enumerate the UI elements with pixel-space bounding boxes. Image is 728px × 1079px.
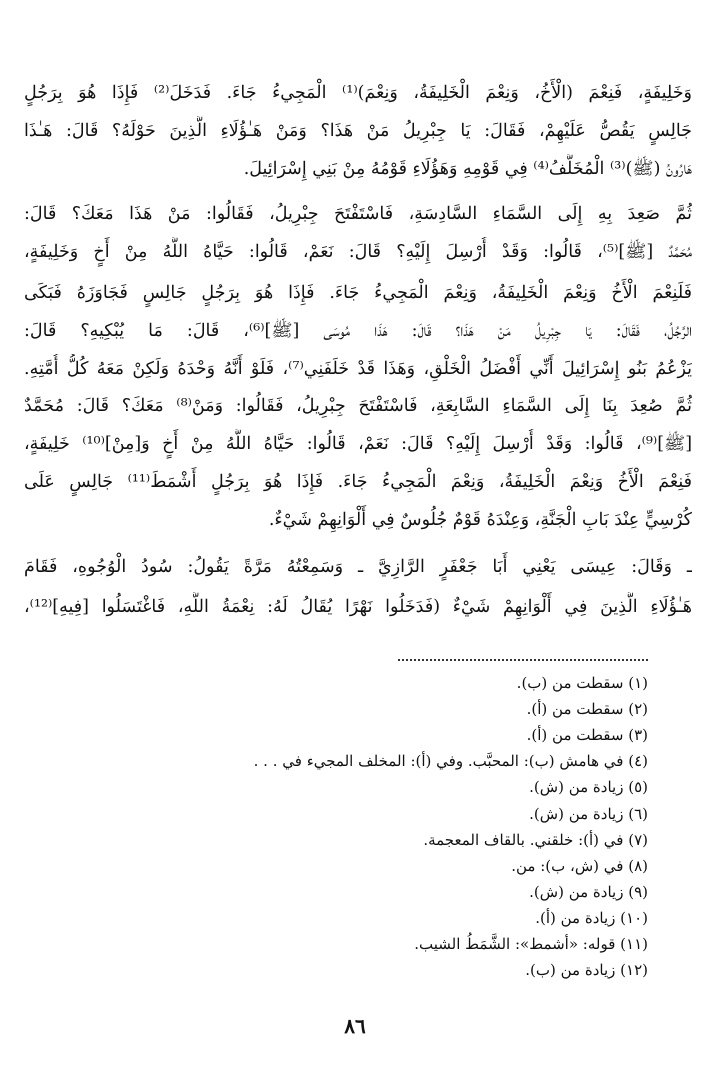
- text-line: يَزْعُمُ بَنُو إِسْرَائِيلَ أَنِّي أَفْضَلُ الْخَلْقِ، وَهَذَا قَدْ خَلَفَنِي⁽⁷⁾، فَلَوْ أَنَّهُ وَحْدَهُ وَلَكِنْ مَعَهُ كُلُّ أُمَّتِهِ.: [24, 359, 692, 379]
- footnote-item: (١١) قوله: «أشمط»: الشَّمَطُ الشيب.: [414, 935, 648, 953]
- page-number: ٨٦: [344, 1014, 366, 1038]
- footnote-item: (٦) زيادة من (ش).: [529, 805, 648, 823]
- footnote-item: (٣) سقطت من (أ).: [526, 726, 648, 744]
- text-line: ـ وَقَالَ: عِيسَى يَعْنِي أَبَا جَعْفَرٍ الرَّازِيَّ ـ وَسَمِعْتُهُ مَرَّةً يَقُولُ: سُودُ الْوُجُوهِ، فَقَامَ: [24, 557, 692, 577]
- footnote-item: (٥) زيادة من (ش).: [529, 778, 648, 796]
- footnote-item: (٢) سقطت من (أ).: [526, 700, 648, 718]
- text-line: [ﷺ]⁽⁹⁾، قَالُوا: وَقَدْ أُرْسِلَ إِلَيْهِ؟ قَالَ: نَعَمْ، قَالُوا: حَيَّاهُ اللَّهُ مِنْ أَخٍ وَ[مِنْ]⁽¹⁰⁾ خَلِيفَةٍ،: [24, 434, 692, 454]
- text-line: كُرْسِيٍّ عِنْدَ بَابِ الْجَنَّةِ، وَعِنْدَهُ قَوْمٌ جُلُوسٌ فِي أَلْوَانِهِمْ شَيْءٌ.: [268, 510, 692, 530]
- text-line: هَـٰؤُلَاءِ الَّذِينَ فِي أَلْوَانِهِمْ شَيْءٌ (فَدَخَلُوا نَهْرًا يُقَالُ لَهُ: نِعْمَةُ اللَّهِ، فَاغْتَسَلُوا [فِيهِ]⁽¹²⁾،: [24, 597, 692, 617]
- footnote-item: (١) سقطت من (ب).: [516, 674, 648, 692]
- text-line: مُحَمَّدٌ [ﷺ]⁽⁵⁾، قَالُوا: وَقَدْ أُرْسِلَ إِلَيْهِ؟ قَالَ: نَعَمْ، قَالُوا: حَيَّاهُ اللَّهُ مِنْ أَخٍ وَخَلِيفَةٍ،: [24, 242, 692, 262]
- text-line: ثُمَّ صَعِدَ بِهِ إِلَى السَّمَاءِ السَّادِسَةِ، فَاسْتَفْتَحَ جِبْرِيلُ، فَقَالُوا: مَنْ هَذَا مَعَكَ؟ قَالَ:: [24, 204, 692, 224]
- text-line: هَارُونُ (ﷺ)⁽³⁾ الْمُخَلَّفُ⁽⁴⁾ فِي قَوْمِهِ وَهَؤُلَاءِ قَوْمُهُ مِنْ بَنِي إِسْرَائِيلَ.: [243, 159, 692, 179]
- text-line: ثُمَّ صُعِدَ بِنَا إِلَى السَّمَاءِ السَّابِعَةِ، فَاسْتَفْتَحَ جِبْرِيلُ، فَقَالُوا: وَمَنْ⁽⁸⁾ مَعَكَ؟ قَالَ: مُحَمَّدٌ: [24, 396, 692, 416]
- footnote-item: (١٢) زيادة من (ب).: [525, 961, 648, 979]
- text-line: وَخَلِيفَةٍ، فَنِعْمَ (الْأَخُ، وَنِعْمَ الْخَلِيفَةُ، وَنِعْمَ)⁽¹⁾ الْمَجِيءُ جَاءَ. فَدَخَلَ⁽²⁾ فَإِذَا هُوَ بِرَجُلٍ: [24, 83, 692, 103]
- footnote-item: (١٠) زيادة من (أ).: [535, 909, 648, 927]
- text-line: فَنِعْمَ الْأَخُ وَنِعْمَ الْخَلِيفَةُ، وَنِعْمَ الْمَجِيءُ جَاءَ. فَإِذَا هُوَ بِرَجُلٍ أَشْمَطَ⁽¹¹⁾ جَالِسٍ عَلَى: [24, 472, 692, 492]
- footnote-item: (٨) في (ش، ب): من.: [511, 857, 648, 875]
- text-line: فَلَنِعْمَ الْأَخُ وَنِعْمَ الْخَلِيفَةُ، وَنِعْمَ الْمَجِيءُ جَاءَ. فَإِذَا هُوَ بِرَجُلٍ جَالِسٍ فَجَاوَزَهُ فَبَكَى: [24, 283, 692, 303]
- footnote-item: (٤) في هامش (ب): المحبَّب. وفي (أ): المخلف المجيء في . . .: [253, 752, 648, 770]
- text-line: الرَّجُلُ، فَقَالَ: يَا جِبْرِيلُ مَنْ هَذَا؟ قَالَ: هَذَا مُوسَى [ﷺ]⁽⁶⁾، قَالَ: مَا يُبْكِيهِ؟ قَالَ:: [24, 321, 692, 341]
- footnote-item: (٩) زيادة من (ش).: [529, 883, 648, 901]
- text-line: جَالِسٍ يَقُصُّ عَلَيْهِمْ، فَقَالَ: يَا جِبْرِيلُ مَنْ هَذَا؟ وَمَنْ هَـٰؤُلَاءِ الَّذِينَ حَوْلَهُ؟ قَالَ: هَـٰذَا: [24, 121, 692, 141]
- footnote-item: (٧) في (أ): خلقني. بالقاف المعجمة.: [423, 831, 648, 849]
- footnote-divider: [398, 659, 648, 661]
